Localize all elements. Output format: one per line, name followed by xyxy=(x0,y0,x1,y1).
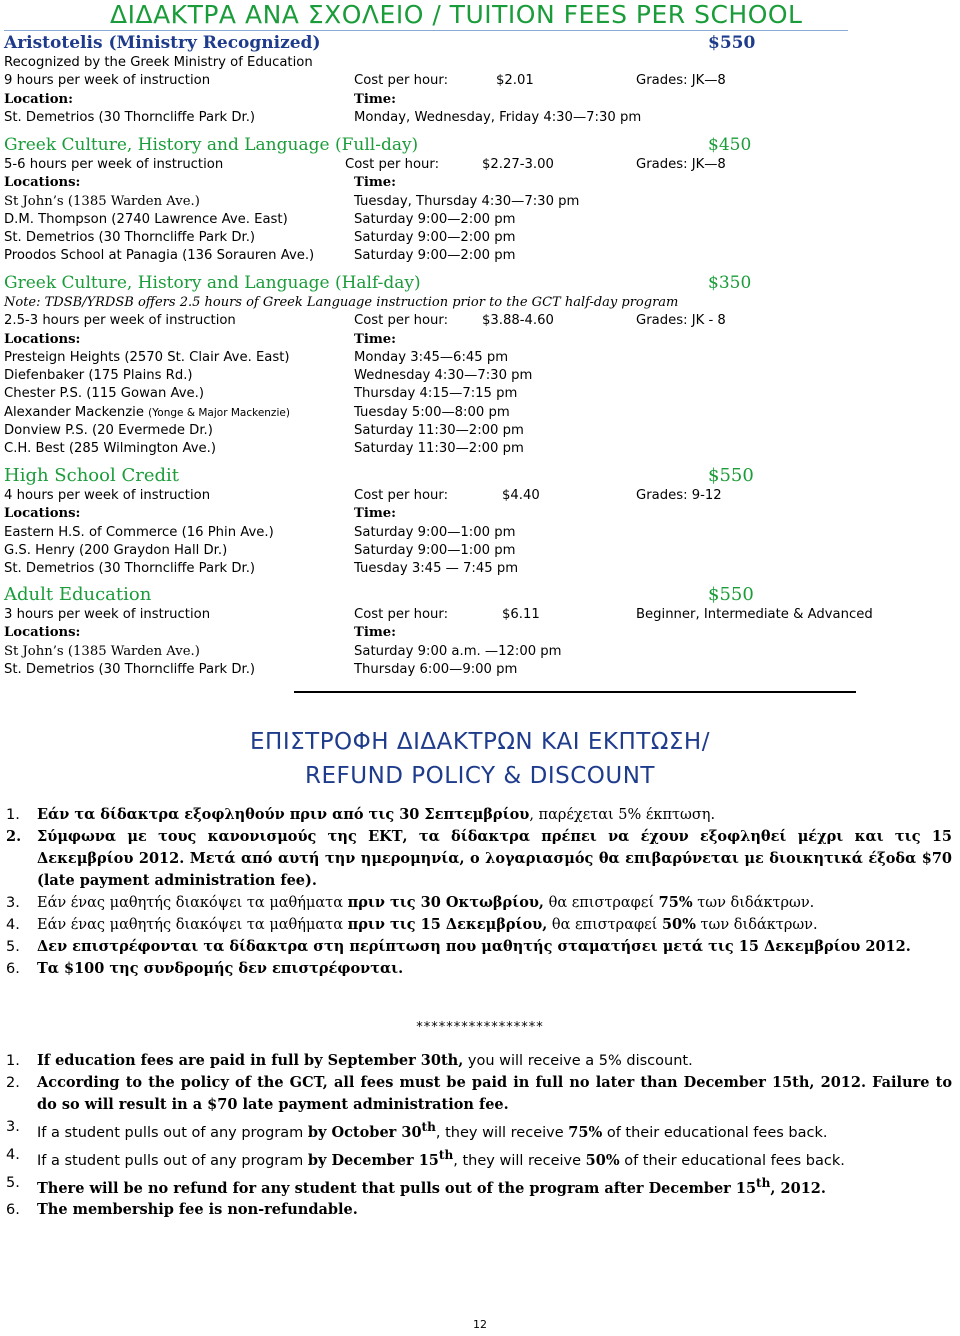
list-item: 2. According to the policy of the GCT, all fees must be paid in full no later than December 15th, 2012. Failure to do so will result in a $70 late payment administration fee. xyxy=(6,1074,952,1113)
section-name: High School Credit xyxy=(4,465,179,486)
location-value: D.M. Thompson (2740 Lawrence Ave. East) xyxy=(4,211,288,227)
cost-label: Cost per hour: xyxy=(345,157,440,172)
section-price: $550 xyxy=(708,33,756,53)
time-value: Saturday 11:30—2:00 pm xyxy=(354,441,524,457)
location-value: Diefenbaker (175 Plains Rd.) xyxy=(4,368,193,384)
recognition-line: Recognized by the Greek Ministry of Education xyxy=(4,55,313,70)
section-name: Greek Culture, History and Language (Half-day) xyxy=(4,273,421,293)
time-value: Thursday 4:15—7:15 pm xyxy=(354,386,518,402)
refund-title-greek: ΕΠΙΣΤΡΟΦΗ ΔΙΔΑΚΤΡΩΝ ΚΑΙ ΕΚΠΤΩΣΗ/ xyxy=(250,729,710,755)
section-adult-education xyxy=(4,584,950,679)
cost-label: Cost per hour: xyxy=(354,607,449,622)
hours-per-week: 4 hours per week of instruction xyxy=(4,488,211,503)
time-value: Saturday 9:00 a.m. —12:00 pm xyxy=(354,643,562,659)
list-item: 5. There will be no refund for any student that pulls out of the program after December 15th, 2012. xyxy=(6,1174,826,1197)
cost-value: $6.11 xyxy=(502,607,540,622)
separator-stars: ***************** xyxy=(416,1020,544,1035)
location-value: Donview P.S. (20 Evermede Dr.) xyxy=(4,423,213,439)
hours-per-week: 2.5-3 hours per week of instruction xyxy=(4,313,236,329)
list-item: 6. The membership fee is non-refundable. xyxy=(6,1201,358,1219)
list-item: 3. If a student pulls out of any program by October 30th, they will receive 75% of their educational fees back. xyxy=(6,1119,828,1141)
grades: Grades: JK—8 xyxy=(636,73,726,89)
section-price: $450 xyxy=(708,135,752,155)
cost-label: Cost per hour: xyxy=(354,488,449,503)
time-value: Monday, Wednesday, Friday 4:30—7:30 pm xyxy=(354,109,642,125)
time-value: Wednesday 4:30—7:30 pm xyxy=(354,368,533,384)
location-value: G.S. Henry (200 Graydon Hall Dr.) xyxy=(4,542,228,558)
cost-label: Cost per hour: xyxy=(354,73,449,89)
section-name: Greek Culture, History and Language (Full-day) xyxy=(4,135,419,155)
cost-value: $2.01 xyxy=(496,73,534,89)
cost-value: $4.40 xyxy=(502,488,540,503)
time-label: Time: xyxy=(354,331,397,347)
section-half-day xyxy=(4,272,950,459)
refund-list-greek xyxy=(6,804,952,980)
time-value: Tuesday 3:45 — 7:45 pm xyxy=(354,561,519,577)
hours-per-week: 9 hours per week of instruction xyxy=(4,73,211,89)
time-value: Saturday 11:30—2:00 pm xyxy=(354,423,524,439)
levels: Beginner, Intermediate & Advanced xyxy=(636,607,873,622)
location-value: St John’s (1385 Warden Ave.) xyxy=(4,643,200,659)
time-label: Time: xyxy=(354,91,397,107)
hours-per-week: 3 hours per week of instruction xyxy=(4,607,211,622)
list-item: 6. Τα $100 της συνδρομής δεν επιστρέφονται. xyxy=(6,960,404,977)
location-value: St. Demetrios (30 Thorncliffe Park Dr.) xyxy=(4,661,256,677)
locations-label: Locations: xyxy=(4,506,81,522)
section-aristotelis xyxy=(4,32,950,127)
list-item: 1. If education fees are paid in full by September 30th, you will receive a 5% discount. xyxy=(6,1052,693,1069)
location-label: Location: xyxy=(4,91,73,107)
locations-label: Locations: xyxy=(4,175,81,191)
page-title: ΔΙΔΑΚΤΡΑ ΑΝΑ ΣΧΟΛΕΙΟ / TUITION FEES PER SCHOOL xyxy=(110,0,803,29)
location-value: Chester P.S. (115 Gowan Ave.) xyxy=(4,386,205,402)
title-underline xyxy=(4,30,848,31)
list-item: 4. Εάν ένας μαθητής διακόψει τα μαθήματα πριν τις 15 Δεκεμβρίου, θα επιστραφεί 50% των διδάκτρων. xyxy=(6,916,818,933)
section-price: $350 xyxy=(708,273,752,293)
cost-value: $2.27-3.00 xyxy=(482,157,554,172)
section-price: $550 xyxy=(708,465,754,486)
location-value: Eastern H.S. of Commerce (16 Phin Ave.) xyxy=(4,524,274,540)
list-item: 1. Εάν τα δίδακτρα εξοφληθούν πριν από τις 30 Σεπτεμβρίου, παρέχεται 5% έκπτωση. xyxy=(6,806,716,823)
location-value xyxy=(4,404,290,422)
list-item: 5. Δεν επιστρέφονται τα δίδακτρα στη περίπτωση που μαθητής σταματήσει μετά τις 15 Δεκεμβρίου 2012. xyxy=(6,938,911,955)
section-full-day xyxy=(4,134,950,266)
location-value: Presteign Heights (2570 St. Clair Ave. East) xyxy=(4,349,290,365)
time-value: Saturday 9:00—1:00 pm xyxy=(354,524,516,540)
refund-title-english: REFUND POLICY & DISCOUNT xyxy=(305,763,655,789)
location-value: St. Demetrios (30 Thorncliffe Park Dr.) xyxy=(4,561,256,577)
time-value: Monday 3:45—6:45 pm xyxy=(354,349,509,365)
time-value: Saturday 9:00—2:00 pm xyxy=(354,248,516,264)
section-price: $550 xyxy=(708,584,754,605)
time-value: Saturday 9:00—2:00 pm xyxy=(354,230,516,246)
time-label: Time: xyxy=(354,625,397,641)
time-label: Time: xyxy=(354,175,397,191)
time-value: Saturday 9:00—2:00 pm xyxy=(354,211,516,227)
list-item: 2. Σύμφωνα με τους κανονισμούς της ΕΚΤ, τα δίδακτρα πρέπει να έχουν εξοφληθεί μέχρι και τις 15 Δεκεμβρίου 2012. Μετά από αυτή την ημερομηνία, ο λογαριασμός θα επιβαρύνεται με διοικητικά έξοδα $70 (late payment administration fee). xyxy=(6,828,952,889)
section-name: Adult Education xyxy=(4,584,152,605)
location-value: Proodos School at Panagia (136 Sorauren Ave.) xyxy=(4,248,315,264)
list-item: 4. If a student pulls out of any program by December 15th, they will receive 50% of their educational fees back. xyxy=(6,1146,845,1169)
location-name: Alexander Mackenzie xyxy=(4,404,144,420)
location-value: St John’s (1385 Warden Ave.) xyxy=(4,193,200,209)
refund-list-english xyxy=(6,1050,952,1221)
location-value: C.H. Best (285 Wilmington Ave.) xyxy=(4,441,216,457)
cost-value: $3.88-4.60 xyxy=(482,313,554,329)
time-value: Tuesday 5:00—8:00 pm xyxy=(354,404,510,420)
location-address: (Yonge & Major Mackenzie) xyxy=(148,406,290,419)
section-high-school xyxy=(4,465,950,578)
time-value: Saturday 9:00—1:00 pm xyxy=(354,542,516,558)
hours-per-week: 5-6 hours per week of instruction xyxy=(4,157,224,172)
section-name: Aristotelis (Ministry Recognized) xyxy=(4,33,321,53)
page-number: 12 xyxy=(473,1318,487,1331)
section-divider xyxy=(294,691,856,693)
list-item: 3. Εάν ένας μαθητής διακόψει τα μαθήματα πριν τις 30 Οκτωβρίου, θα επιστραφεί 75% των διδάκτρων. xyxy=(6,894,815,911)
time-value: Tuesday, Thursday 4:30—7:30 pm xyxy=(354,193,580,209)
time-label: Time: xyxy=(354,506,397,522)
location-value: St. Demetrios (30 Thorncliffe Park Dr.) xyxy=(4,230,256,246)
location-value: St. Demetrios (30 Thorncliffe Park Dr.) xyxy=(4,109,256,125)
locations-label: Locations: xyxy=(4,331,81,347)
grades: Grades: JK - 8 xyxy=(636,313,726,329)
time-value: Thursday 6:00—9:00 pm xyxy=(354,661,518,677)
half-day-note: Note: TDSB/YRDSB offers 2.5 hours of Greek Language instruction prior to the GCT half-day program xyxy=(4,295,679,310)
locations-label: Locations: xyxy=(4,625,81,641)
grades: Grades: 9-12 xyxy=(636,488,722,503)
cost-label: Cost per hour: xyxy=(354,313,449,329)
grades: Grades: JK—8 xyxy=(636,157,726,172)
